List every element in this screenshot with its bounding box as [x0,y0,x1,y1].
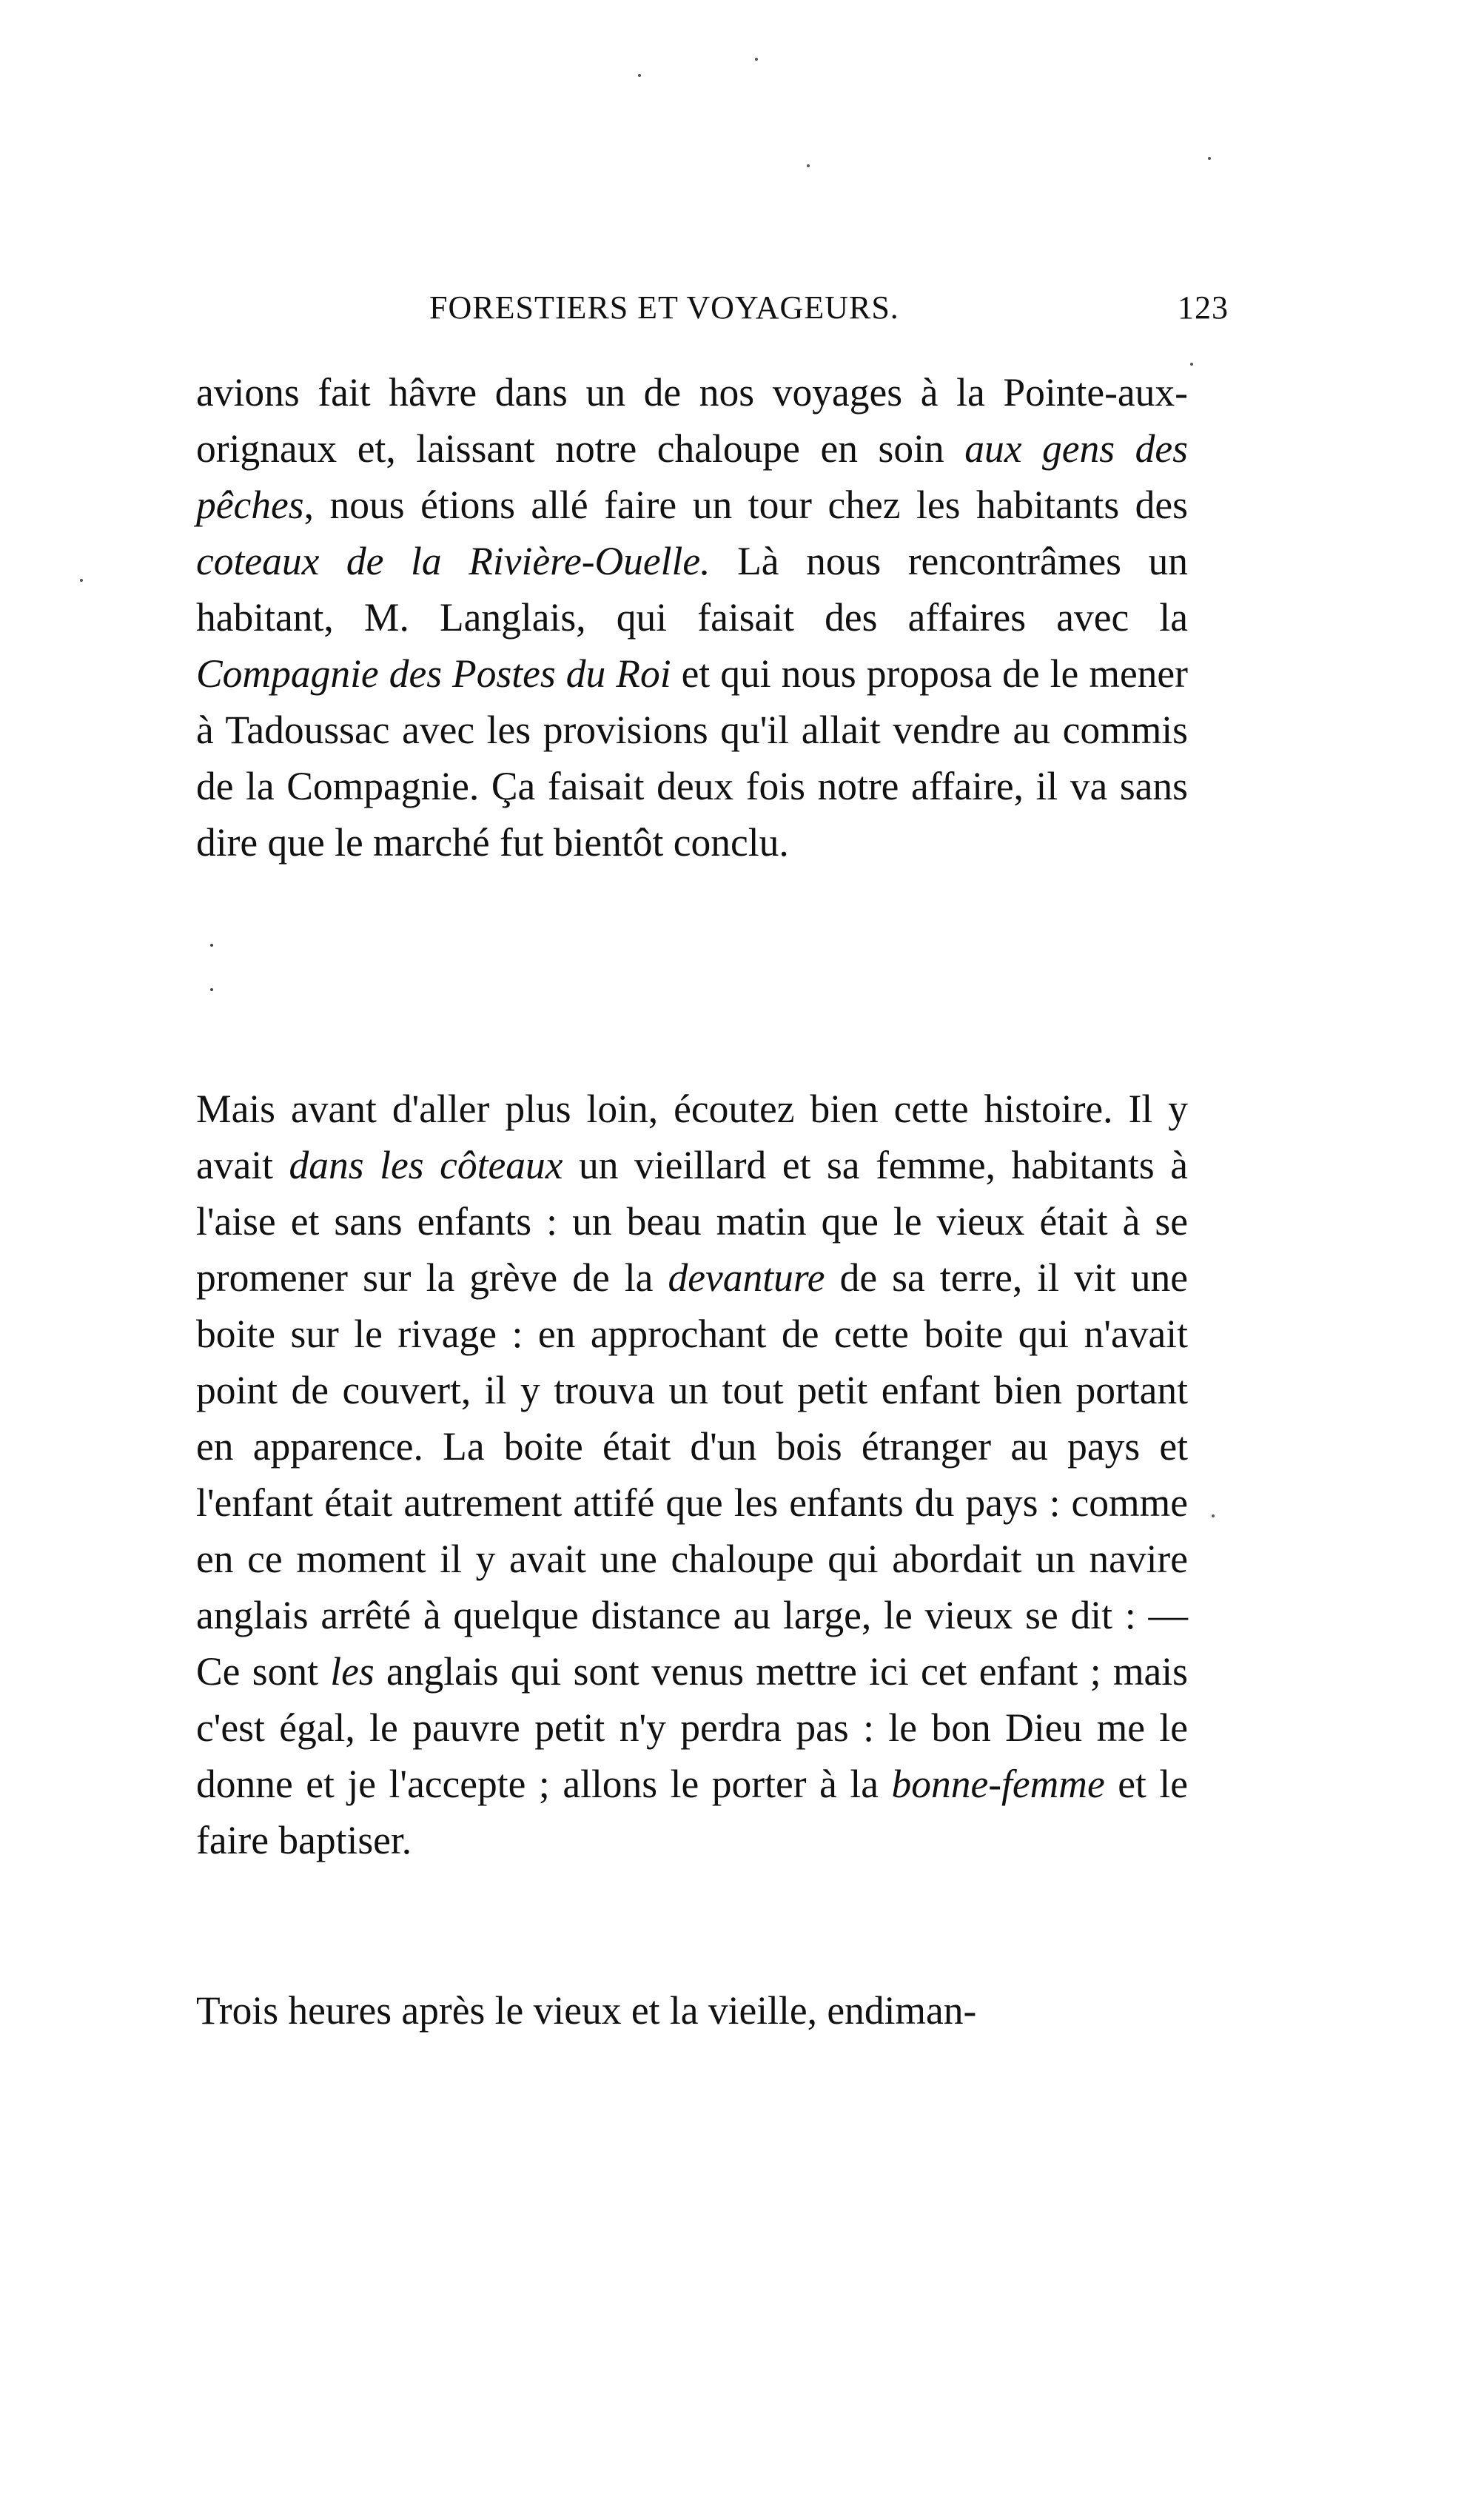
italic-phrase: dans les côteaux [289,1143,563,1187]
page-header [200,281,1229,333]
text-run: , nous étions allé faire un tour chez les habitants des [303,483,1188,527]
paragraph-3 [196,1982,1188,2039]
paragraph-1 [196,364,1188,870]
text-run: anglais qui sont venus mettre ici cet enfant ; mais c'est égal, le pauvre petit n'y perdra pas : le bon Dieu me le donne et je l'accepte ; allons le porter à la [196,1649,1188,1806]
text-run: de sa terre, il vit une boite sur le rivage : en approchant de cette boite qui n'avait point de couvert, il y trouva un tout petit enfant bien portant en apparence. La boite était d'un bois étranger au pays et l'enfant était autrement attifé que les enfants du pays : comme en ce moment il y avait une chaloupe qui abordait un navire anglais arrêté à quelque distance au large, le vieux se dit : —Ce sont [196,1255,1188,1694]
text-run: Trois heures après le vieux et la vieille, endiman- [196,1988,977,2033]
paper-speck [1208,157,1211,160]
paper-speck [80,579,83,582]
text-run: Là nous rencontrâmes un habitant, M. Langlais, qui faisait des affaires avec la [196,539,1188,640]
section-divider-dots [206,944,221,1010]
paragraph-text [196,1982,1188,2039]
italic-phrase: bonne-femme [891,1762,1105,1806]
paper-speck [807,164,810,167]
italic-phrase: devanture [668,1255,825,1300]
paper-speck [1212,1514,1215,1517]
text-run: un vieillard et sa femme, habitants à l'aise et sans enfants : un beau matin que le vieux était à se promener sur la grève de la [196,1143,1188,1300]
paragraph-text [196,364,1188,870]
text-run: et le faire baptiser. [196,1762,1188,1862]
running-head: FORESTIERS ET VOYAGEURS. [429,289,899,326]
italic-phrase: coteaux de la Rivière-Ouelle. [196,539,711,583]
paper-speck [755,58,758,61]
paper-speck [638,74,641,77]
text-run: Mais avant d'aller plus loin, écoutez bien cette histoire. Il y avait [196,1087,1188,1187]
italic-phrase: les [330,1649,375,1694]
text-run: et qui nous proposa de le mener à Tadoussac avec les provisions qu'il allait vendre au commis de la Compagnie. Ça faisait deux fois notre affaire, il va sans dire que le marché fut bientôt conclu. [196,651,1188,865]
paper-speck [1190,363,1193,366]
text-run: avions fait hâvre dans un de nos voyages à la Pointe-aux-orignaux et, laissant notre chaloupe en soin [196,370,1188,471]
paragraph-text [196,1081,1188,1868]
italic-phrase: aux gens des pêches [196,426,1188,527]
paragraph-2 [196,1081,1188,1868]
italic-phrase: Compagnie des Postes du Roi [196,651,671,696]
page-number: 123 [1178,289,1229,326]
